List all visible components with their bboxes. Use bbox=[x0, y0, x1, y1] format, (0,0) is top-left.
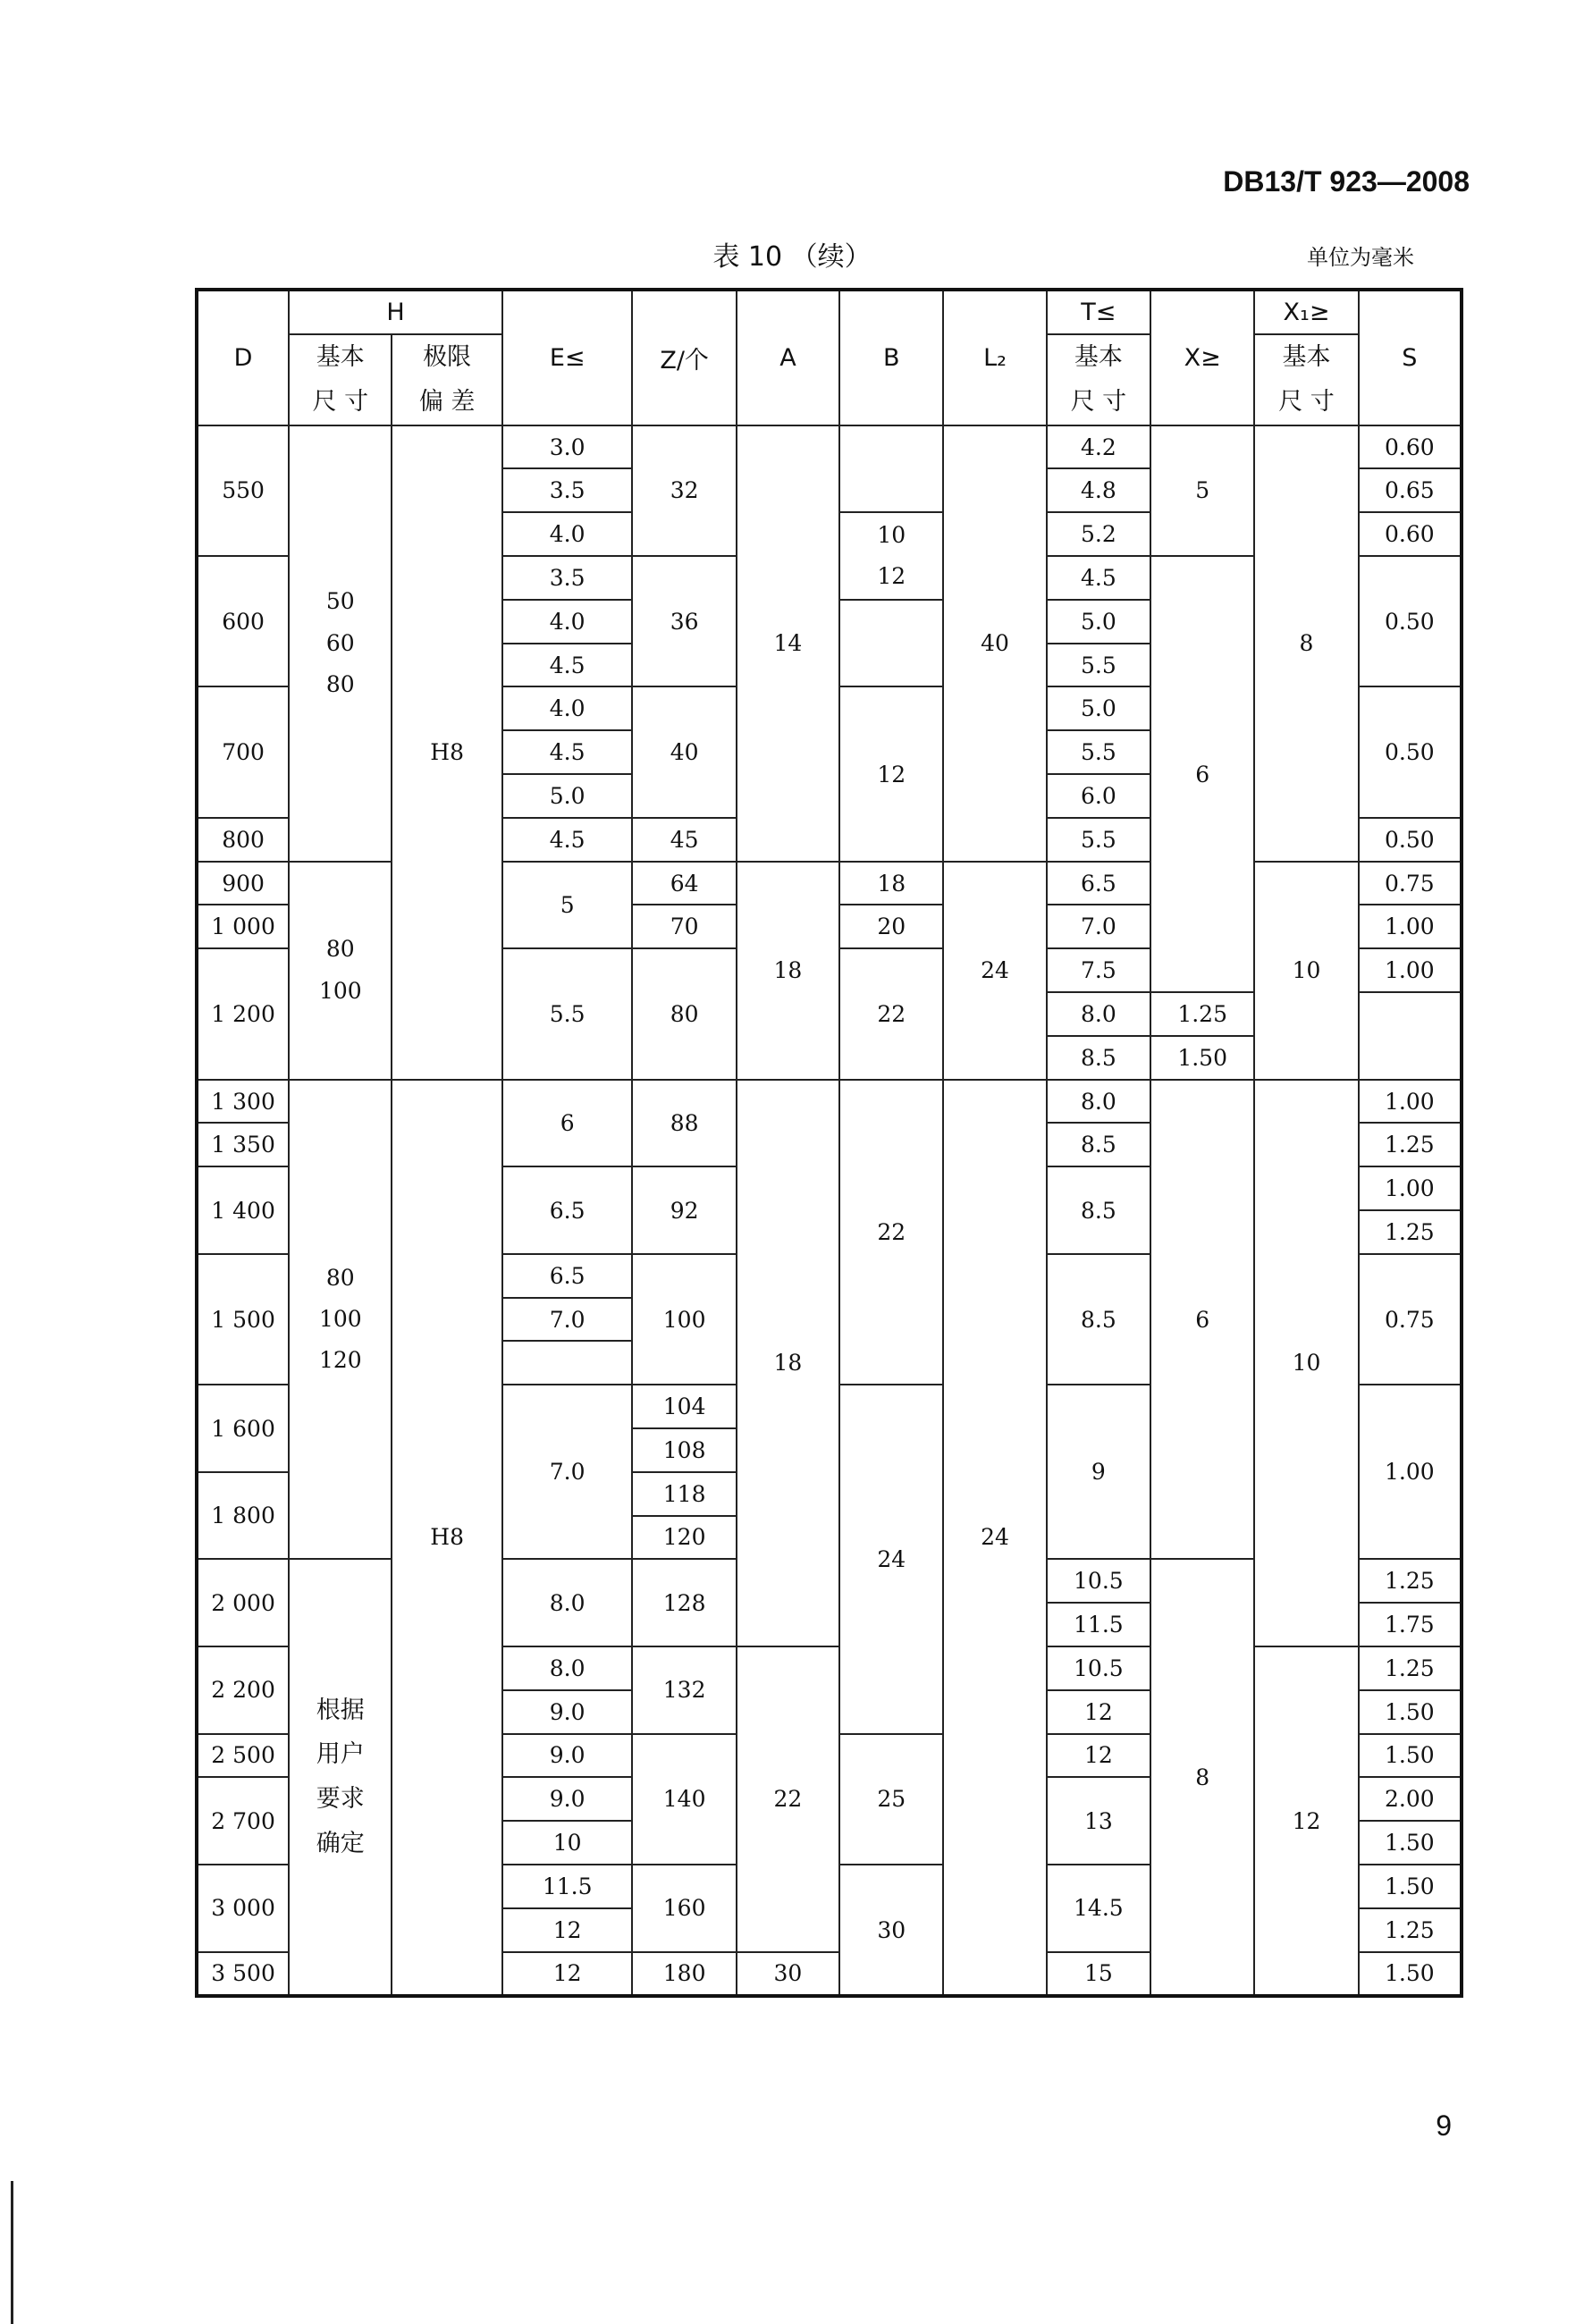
table-cell: 8.0 bbox=[502, 1646, 633, 1690]
table-cell: 8.5 bbox=[1047, 1254, 1150, 1385]
table-cell: 50 60 80 bbox=[289, 425, 392, 862]
table-cell: 18 bbox=[737, 862, 839, 1080]
table-cell: 6 bbox=[1150, 1080, 1254, 1560]
table-cell: 8.5 bbox=[1047, 1166, 1150, 1254]
table-cell: 1.50 bbox=[1359, 1865, 1462, 1908]
table-cell: 1 300 bbox=[197, 1080, 289, 1124]
table-cell: 10.5 bbox=[1047, 1646, 1150, 1690]
table-cell: 0.50 bbox=[1359, 686, 1462, 817]
table-cell: 5.5 bbox=[502, 948, 633, 1079]
table-cell: 70 bbox=[632, 905, 736, 948]
header-cell: X₁≥ bbox=[1254, 290, 1358, 334]
table-row bbox=[197, 862, 1462, 905]
table-cell: 8.0 bbox=[502, 1559, 633, 1646]
table-cell: 120 bbox=[632, 1516, 736, 1560]
table-cell: 1.00 bbox=[1359, 905, 1462, 948]
table-cell: 5.5 bbox=[1047, 730, 1150, 774]
table-cell: 5 bbox=[1150, 425, 1254, 556]
table-cell: 0.50 bbox=[1359, 556, 1462, 686]
table-cell: 40 bbox=[632, 686, 736, 817]
table-cell: 2 500 bbox=[197, 1734, 289, 1778]
table-cell: 5.0 bbox=[1047, 600, 1150, 644]
table-cell: 1.00 bbox=[1359, 1166, 1462, 1210]
table-cell: 3 500 bbox=[197, 1952, 289, 1997]
table-cell: 40 bbox=[943, 425, 1046, 862]
table-row bbox=[197, 1080, 1462, 1124]
table-cell: 2.00 bbox=[1359, 1777, 1462, 1821]
table-cell: 4.5 bbox=[502, 644, 633, 687]
table-cell: 12 bbox=[839, 686, 943, 861]
table-cell: 1 500 bbox=[197, 1254, 289, 1385]
table-cell: 45 bbox=[632, 818, 736, 862]
table-cell: 4.8 bbox=[1047, 468, 1150, 512]
table-cell: 0.65 bbox=[1359, 468, 1462, 512]
table-cell: 10 bbox=[1254, 862, 1358, 1080]
table-cell: 1.50 bbox=[1359, 1952, 1462, 1997]
table-cell: 22 bbox=[839, 1080, 943, 1385]
table-cell: 118 bbox=[632, 1472, 736, 1516]
header-cell: 基本 尺 寸 bbox=[289, 334, 392, 425]
table-cell: 10 bbox=[502, 1821, 633, 1865]
table-cell: 10.5 bbox=[1047, 1559, 1150, 1603]
table-cell: H8 bbox=[392, 1080, 501, 1997]
header-cell: 极限 偏 差 bbox=[392, 334, 501, 425]
table-cell: 3.5 bbox=[502, 468, 633, 512]
header-cell: B bbox=[839, 290, 943, 425]
table-cell: 4.5 bbox=[502, 730, 633, 774]
table-cell: 104 bbox=[632, 1385, 736, 1428]
table-cell: 11.5 bbox=[1047, 1603, 1150, 1646]
unit-note: 单位为毫米 bbox=[1307, 245, 1414, 270]
table-cell: 1.50 bbox=[1359, 1821, 1462, 1865]
header-cell: 基本 尺 寸 bbox=[1254, 334, 1358, 425]
table-cell: 80 bbox=[632, 948, 736, 1079]
table-cell: 1.50 bbox=[1359, 1690, 1462, 1734]
table-cell: 36 bbox=[632, 556, 736, 686]
table-cell: 180 bbox=[632, 1952, 736, 1997]
table-cell: 1.50 bbox=[1359, 1734, 1462, 1778]
table-cell: 1.25 bbox=[1359, 1123, 1462, 1166]
table-cell: 1.75 bbox=[1359, 1603, 1462, 1646]
table-cell: 18 bbox=[839, 862, 943, 905]
table-cell: 64 bbox=[632, 862, 736, 905]
table-cell: 1 000 bbox=[197, 905, 289, 948]
table-cell: 8 bbox=[1254, 425, 1358, 862]
header-cell: L₂ bbox=[943, 290, 1046, 425]
table-cell: 600 bbox=[197, 556, 289, 686]
table-cell: 13 bbox=[1047, 1777, 1150, 1865]
table-cell: 1.25 bbox=[1359, 1559, 1462, 1603]
table-cell: 12 bbox=[1254, 1646, 1358, 1996]
table-cell: 4.0 bbox=[502, 600, 633, 644]
table-cell: 108 bbox=[632, 1428, 736, 1472]
table-cell: 1.25 bbox=[1359, 1646, 1462, 1690]
table-cell: 4.5 bbox=[1047, 556, 1150, 600]
table-cell: 4.0 bbox=[502, 686, 633, 730]
table-cell: 700 bbox=[197, 686, 289, 817]
table-cell: 8.0 bbox=[1047, 1080, 1150, 1124]
table-cell: 5 bbox=[502, 862, 633, 949]
table-cell: 25 bbox=[839, 1734, 943, 1865]
header-cell: S bbox=[1359, 290, 1462, 425]
table-cell: 20 bbox=[839, 905, 943, 948]
table-cell: 9 bbox=[1047, 1385, 1150, 1559]
table-cell: 6 bbox=[502, 1080, 633, 1167]
table-cell: 7.5 bbox=[1047, 948, 1150, 992]
table-cell: 7.0 bbox=[502, 1385, 633, 1559]
table-cell: 5.0 bbox=[502, 774, 633, 818]
table-cell: 1.00 bbox=[1359, 1385, 1462, 1559]
table-cell: 6.5 bbox=[502, 1254, 633, 1298]
table-cell: 7.0 bbox=[1047, 905, 1150, 948]
table-cell: 9.0 bbox=[502, 1777, 633, 1821]
table-cell: 6 bbox=[1150, 556, 1254, 992]
dimension-table bbox=[195, 288, 1463, 1998]
table-cell: 800 bbox=[197, 818, 289, 862]
table-cell: 2 000 bbox=[197, 1559, 289, 1646]
table-cell: 8 bbox=[1150, 1559, 1254, 1996]
page-number: 9 bbox=[1436, 2109, 1452, 2142]
table-cell: 5.5 bbox=[1047, 644, 1150, 687]
table-cell: 22 bbox=[737, 1646, 839, 1952]
table-cell: 2 700 bbox=[197, 1777, 289, 1865]
table-cell: 1.00 bbox=[1359, 948, 1462, 992]
table-cell: 900 bbox=[197, 862, 289, 905]
table-cell: 1.50 bbox=[1150, 1036, 1254, 1080]
table-cell: 10 bbox=[1254, 1080, 1358, 1646]
table-cell: 1 200 bbox=[197, 948, 289, 1079]
table-cell: 7.0 bbox=[502, 1298, 633, 1342]
table-cell: 80 100 120 bbox=[289, 1080, 392, 1560]
header-cell: A bbox=[737, 290, 839, 425]
table-cell: 9.0 bbox=[502, 1734, 633, 1778]
table-cell: 132 bbox=[632, 1646, 736, 1734]
table-cell: 14 bbox=[737, 425, 839, 862]
table-caption: 表 10 （续） bbox=[712, 241, 872, 273]
table-cell: 5.5 bbox=[1047, 818, 1150, 862]
table-cell: 24 bbox=[943, 1080, 1046, 1997]
table-cell: 11.5 bbox=[502, 1865, 633, 1908]
header-cell: D bbox=[197, 290, 289, 425]
table-cell: 100 bbox=[632, 1254, 736, 1385]
table-cell: 4.5 bbox=[502, 818, 633, 862]
table-cell: 根据 用户 要求 确定 bbox=[289, 1559, 392, 1996]
table-cell: 92 bbox=[632, 1166, 736, 1254]
table-cell bbox=[502, 1341, 633, 1385]
standard-code: DB13/T 923—2008 bbox=[1223, 165, 1470, 198]
table-cell: 2 200 bbox=[197, 1646, 289, 1734]
table-cell: 1.25 bbox=[1359, 1908, 1462, 1952]
table-cell: 1 800 bbox=[197, 1472, 289, 1560]
table-cell: 3.5 bbox=[502, 556, 633, 600]
table-row bbox=[197, 425, 1462, 469]
table-cell: 3.0 bbox=[502, 425, 633, 469]
table-cell: 550 bbox=[197, 425, 289, 556]
header-row bbox=[197, 290, 1462, 334]
table-cell bbox=[839, 512, 943, 600]
table-cell: 12 bbox=[1047, 1690, 1150, 1734]
cell-text: 12 bbox=[877, 563, 906, 590]
table-cell: 0.75 bbox=[1359, 1254, 1462, 1385]
table-cell: 8.0 bbox=[1047, 992, 1150, 1036]
table-cell: 0.75 bbox=[1359, 862, 1462, 905]
table-cell: 88 bbox=[632, 1080, 736, 1167]
table-cell: 8.5 bbox=[1047, 1036, 1150, 1080]
table-cell: 22 bbox=[839, 948, 943, 1079]
table-cell: 1 400 bbox=[197, 1166, 289, 1254]
table-cell: 1.25 bbox=[1359, 1210, 1462, 1254]
table-cell: 80 100 bbox=[289, 862, 392, 1080]
table-cell: H8 bbox=[392, 425, 501, 1080]
table-cell: 12 bbox=[502, 1952, 633, 1997]
table-cell: 0.60 bbox=[1359, 512, 1462, 556]
table-cell: 12 bbox=[1047, 1734, 1150, 1778]
table-cell: 6.5 bbox=[502, 1166, 633, 1254]
table-cell: 4.2 bbox=[1047, 425, 1150, 469]
header-cell: Z/个 bbox=[632, 290, 736, 425]
table-cell: 6.5 bbox=[1047, 862, 1150, 905]
table-cell: 4.0 bbox=[502, 512, 633, 556]
table-cell: 3 000 bbox=[197, 1865, 289, 1952]
table-cell: 9.0 bbox=[502, 1690, 633, 1734]
table-cell: 5.2 bbox=[1047, 512, 1150, 556]
table-cell: 30 bbox=[839, 1865, 943, 1996]
binding-line bbox=[11, 2181, 13, 2324]
table-cell: 5.0 bbox=[1047, 686, 1150, 730]
cell-text: 10 bbox=[877, 521, 906, 548]
table-cell: 30 bbox=[737, 1952, 839, 1997]
header-cell: E≤ bbox=[502, 290, 633, 425]
header-cell: H bbox=[289, 290, 502, 334]
table-cell: 24 bbox=[839, 1385, 943, 1733]
table-cell: 1.00 bbox=[1359, 1080, 1462, 1124]
table-cell: 160 bbox=[632, 1865, 736, 1952]
table-cell bbox=[839, 600, 943, 687]
table-cell: 14.5 bbox=[1047, 1865, 1150, 1952]
table-cell: 0.60 bbox=[1359, 425, 1462, 469]
table-cell: 6.0 bbox=[1047, 774, 1150, 818]
table-cell: 1.25 bbox=[1150, 992, 1254, 1036]
table-cell: 0.50 bbox=[1359, 818, 1462, 862]
table-cell: 1 350 bbox=[197, 1123, 289, 1166]
table-cell: 8.5 bbox=[1047, 1123, 1150, 1166]
header-cell: X≥ bbox=[1150, 290, 1254, 425]
table-cell: 32 bbox=[632, 425, 736, 556]
header-cell: 基本 尺 寸 bbox=[1047, 334, 1150, 425]
table-cell: 1 600 bbox=[197, 1385, 289, 1472]
table-cell: 128 bbox=[632, 1559, 736, 1646]
table-cell: 140 bbox=[632, 1734, 736, 1865]
table-cell bbox=[839, 425, 943, 513]
table-cell: 24 bbox=[943, 862, 1046, 1080]
table-cell: 12 bbox=[502, 1908, 633, 1952]
table-cell: 15 bbox=[1047, 1952, 1150, 1997]
table-cell: 18 bbox=[737, 1080, 839, 1646]
header-cell: T≤ bbox=[1047, 290, 1150, 334]
